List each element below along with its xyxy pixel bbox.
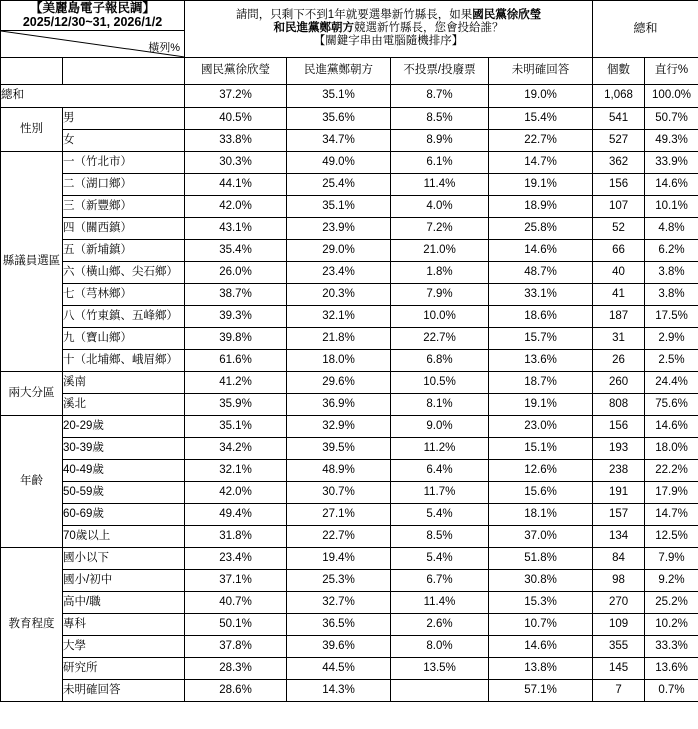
total-row-label: 總和: [1, 84, 185, 107]
cell-d4: 51.8%: [489, 547, 593, 569]
cell-count: 193: [593, 437, 645, 459]
cell-d1: 34.2%: [185, 437, 287, 459]
cell-d4: 13.8%: [489, 657, 593, 679]
row-label: 未明確回答: [63, 679, 185, 701]
cell-colpct: 33.9%: [645, 151, 698, 173]
cell-d3: 22.7%: [391, 327, 489, 349]
table-row: [1, 459, 698, 481]
cell-d3: 10.5%: [391, 371, 489, 393]
cell-d3: 11.4%: [391, 591, 489, 613]
cell-count: 84: [593, 547, 645, 569]
table-row: [1, 613, 698, 635]
cell-colpct: 17.9%: [645, 481, 698, 503]
row-label: 國小/初中: [63, 569, 185, 591]
table-row: [1, 151, 698, 173]
cell-d1: 28.6%: [185, 679, 287, 701]
cell-d4: 30.8%: [489, 569, 593, 591]
cell-d1: 39.3%: [185, 305, 287, 327]
cell-d1: 42.0%: [185, 195, 287, 217]
table-row: [1, 437, 698, 459]
col-header-d1: 國民黨徐欣瑩: [185, 57, 287, 84]
cell-count: 157: [593, 503, 645, 525]
cell-d4: 18.7%: [489, 371, 593, 393]
row-label: 高中/職: [63, 591, 185, 613]
cell-colpct: 25.2%: [645, 591, 698, 613]
table-row: [1, 415, 698, 437]
cell-d1: 32.1%: [185, 459, 287, 481]
row-label: 研究所: [63, 657, 185, 679]
row-label: 五（新埔鎮）: [63, 239, 185, 261]
table-row: [1, 129, 698, 151]
cell-d1: 33.8%: [185, 129, 287, 151]
row-label: 60-69歲: [63, 503, 185, 525]
cell-d2: 44.5%: [287, 657, 391, 679]
cell-d1: 40.5%: [185, 107, 287, 129]
cell-colpct: 9.2%: [645, 569, 698, 591]
group-label-age: 年齡: [1, 415, 63, 547]
cell-d2: 36.9%: [287, 393, 391, 415]
row-label: 八（竹東鎮、五峰鄉）: [63, 305, 185, 327]
cell-count: 270: [593, 591, 645, 613]
cell-d2: 48.9%: [287, 459, 391, 481]
cell-count: 98: [593, 569, 645, 591]
cell-d2: 29.0%: [287, 239, 391, 261]
cell-colpct: 12.5%: [645, 525, 698, 547]
cell-d2: 14.3%: [287, 679, 391, 701]
cell-d2: 22.7%: [287, 525, 391, 547]
cell-d3: 7.9%: [391, 283, 489, 305]
question-keyword-kmt: 國民黨徐欣瑩: [472, 9, 542, 22]
cell-d4: 19.1%: [489, 173, 593, 195]
row-label: 20-29歲: [63, 415, 185, 437]
row-label: 四（關西鎮）: [63, 217, 185, 239]
cell-d2: 27.1%: [287, 503, 391, 525]
cell-count: 40: [593, 261, 645, 283]
cell-colpct: 14.7%: [645, 503, 698, 525]
table-row: [1, 239, 698, 261]
table-row: [1, 635, 698, 657]
cell-d3: 5.4%: [391, 503, 489, 525]
row-label: 男: [63, 107, 185, 129]
table-row: [1, 503, 698, 525]
cell-d1: 39.8%: [185, 327, 287, 349]
cell-d3: 7.2%: [391, 217, 489, 239]
table-row: [1, 569, 698, 591]
table-row: [1, 481, 698, 503]
cell-colpct: 33.3%: [645, 635, 698, 657]
cell-colpct: 10.2%: [645, 613, 698, 635]
table-row: [1, 679, 698, 701]
cell-d1: 41.2%: [185, 371, 287, 393]
cell-d4: 19.1%: [489, 393, 593, 415]
cell-d1: 42.0%: [185, 481, 287, 503]
cell-count: 52: [593, 217, 645, 239]
cell-colpct: 10.1%: [645, 195, 698, 217]
cell-colpct: 2.5%: [645, 349, 698, 371]
group-label-district: 縣議員選區: [1, 151, 63, 371]
cell-count: 260: [593, 371, 645, 393]
total-row-d3: 8.7%: [391, 84, 489, 107]
cell-d3: 13.5%: [391, 657, 489, 679]
cell-count: 362: [593, 151, 645, 173]
cell-d2: 32.7%: [287, 591, 391, 613]
cell-colpct: 2.9%: [645, 327, 698, 349]
cell-count: 109: [593, 613, 645, 635]
cell-d4: 12.6%: [489, 459, 593, 481]
table-row: [1, 547, 698, 569]
cell-d1: 50.1%: [185, 613, 287, 635]
cell-d3: 6.7%: [391, 569, 489, 591]
cell-d1: 37.8%: [185, 635, 287, 657]
cell-d4: 14.7%: [489, 151, 593, 173]
table-row: [1, 283, 698, 305]
total-row-d2: 35.1%: [287, 84, 391, 107]
cell-d1: 35.4%: [185, 239, 287, 261]
header-row-columns: [1, 57, 698, 84]
question-keyword-dpp: 和民進黨鄭朝方: [273, 22, 355, 35]
cell-d4: 13.6%: [489, 349, 593, 371]
cell-colpct: 0.7%: [645, 679, 698, 701]
col-header-colpct: 直行%: [645, 57, 698, 84]
cell-count: 541: [593, 107, 645, 129]
group-label-education: 教育程度: [1, 547, 63, 701]
cell-d1: 61.6%: [185, 349, 287, 371]
cell-d1: 28.3%: [185, 657, 287, 679]
row-label: 70歲以上: [63, 525, 185, 547]
question-note: 【關鍵字串由電腦隨機排序】: [313, 35, 464, 48]
cell-d4: 57.1%: [489, 679, 593, 701]
cell-count: 238: [593, 459, 645, 481]
row-label: 女: [63, 129, 185, 151]
cell-d3: 6.8%: [391, 349, 489, 371]
row-label: 六（橫山鄉、尖石鄉）: [63, 261, 185, 283]
cell-d3: 10.0%: [391, 305, 489, 327]
cell-d1: 23.4%: [185, 547, 287, 569]
table-row: [1, 349, 698, 371]
cell-count: 107: [593, 195, 645, 217]
cell-colpct: 24.4%: [645, 371, 698, 393]
cell-d4: 15.3%: [489, 591, 593, 613]
question-line-1: 請問，只剩下不到1年就要選舉新竹縣長，如果國民黨徐欣瑩: [235, 9, 542, 22]
row-label: 三（新豐鄉）: [63, 195, 185, 217]
table-row: [1, 525, 698, 547]
cell-d3: 11.7%: [391, 481, 489, 503]
cell-d4: 18.9%: [489, 195, 593, 217]
row-label: 七（芎林鄉）: [63, 283, 185, 305]
table-row: [1, 261, 698, 283]
cell-d2: 20.3%: [287, 283, 391, 305]
col-header-blank-group: [1, 57, 63, 84]
cell-d4: 37.0%: [489, 525, 593, 547]
cell-d3: 8.9%: [391, 129, 489, 151]
cell-d2: 32.9%: [287, 415, 391, 437]
rowpct-corner-cell: [1, 30, 185, 57]
cell-d2: 49.0%: [287, 151, 391, 173]
cell-d3: 11.4%: [391, 173, 489, 195]
cell-d4: 15.6%: [489, 481, 593, 503]
cell-d2: 32.1%: [287, 305, 391, 327]
table-row: [1, 327, 698, 349]
cell-d4: 23.0%: [489, 415, 593, 437]
report-title: 【美麗島電子報民調】: [29, 1, 155, 15]
row-label: 溪南: [63, 371, 185, 393]
table-row: [1, 371, 698, 393]
cell-d3: 2.6%: [391, 613, 489, 635]
cell-d3: 6.1%: [391, 151, 489, 173]
cell-d1: 30.3%: [185, 151, 287, 173]
rowpct-label: 橫列%: [148, 42, 180, 55]
cell-d2: 25.4%: [287, 173, 391, 195]
cell-count: 134: [593, 525, 645, 547]
col-header-d2: 民進黨鄭朝方: [287, 57, 391, 84]
cell-count: 527: [593, 129, 645, 151]
cell-d2: 18.0%: [287, 349, 391, 371]
col-header-count: 個數: [593, 57, 645, 84]
cell-d1: 26.0%: [185, 261, 287, 283]
table-row: [1, 107, 698, 129]
cell-count: 41: [593, 283, 645, 305]
table-row: [1, 173, 698, 195]
total-row-d1: 37.2%: [185, 84, 287, 107]
cell-count: 7: [593, 679, 645, 701]
cell-count: 355: [593, 635, 645, 657]
cell-d4: 14.6%: [489, 635, 593, 657]
cell-count: 191: [593, 481, 645, 503]
cell-d2: 39.5%: [287, 437, 391, 459]
cell-d4: 15.1%: [489, 437, 593, 459]
cell-d3: 11.2%: [391, 437, 489, 459]
cell-d3: 1.8%: [391, 261, 489, 283]
total-column-header: 總和: [593, 1, 698, 58]
cell-colpct: 3.8%: [645, 283, 698, 305]
table-row: [1, 217, 698, 239]
cell-d4: 18.1%: [489, 503, 593, 525]
row-label: 50-59歲: [63, 481, 185, 503]
cell-d2: 23.4%: [287, 261, 391, 283]
col-header-d4: 未明確回答: [489, 57, 593, 84]
cell-count: 31: [593, 327, 645, 349]
table-row: [1, 393, 698, 415]
cell-d2: 35.6%: [287, 107, 391, 129]
cell-d4: 10.7%: [489, 613, 593, 635]
group-label-region: 兩大分區: [1, 371, 63, 415]
report-date-range: 2025/12/30~31, 2026/1/2: [22, 15, 163, 30]
cell-count: 187: [593, 305, 645, 327]
cell-colpct: 6.2%: [645, 239, 698, 261]
row-label: 十（北埔鄉、峨眉鄉）: [63, 349, 185, 371]
cell-d2: 21.8%: [287, 327, 391, 349]
cell-d2: 36.5%: [287, 613, 391, 635]
cell-colpct: 22.2%: [645, 459, 698, 481]
cell-colpct: 17.5%: [645, 305, 698, 327]
cell-d1: 38.7%: [185, 283, 287, 305]
cell-d2: 35.1%: [287, 195, 391, 217]
cell-d4: 18.6%: [489, 305, 593, 327]
cell-count: 145: [593, 657, 645, 679]
row-label: 一（竹北市）: [63, 151, 185, 173]
cell-colpct: 13.6%: [645, 657, 698, 679]
question-cell: [185, 1, 593, 58]
total-row-colpct: 100.0%: [645, 84, 698, 107]
cell-d2: 25.3%: [287, 569, 391, 591]
col-header-blank-label: [63, 57, 185, 84]
cell-d1: 35.9%: [185, 393, 287, 415]
cell-colpct: 14.6%: [645, 415, 698, 437]
row-label: 九（寶山鄉）: [63, 327, 185, 349]
cell-d4: 15.7%: [489, 327, 593, 349]
cell-d2: 23.9%: [287, 217, 391, 239]
question-line-2: 和民進黨鄭朝方競選新竹縣長，您會投給誰？: [273, 22, 504, 35]
table-row-total: [1, 84, 698, 107]
row-label: 30-39歲: [63, 437, 185, 459]
table-row: [1, 195, 698, 217]
cell-d2: 34.7%: [287, 129, 391, 151]
cell-d1: 37.1%: [185, 569, 287, 591]
cell-d1: 43.1%: [185, 217, 287, 239]
cell-d4: 22.7%: [489, 129, 593, 151]
table-row: [1, 591, 698, 613]
cell-d1: 31.8%: [185, 525, 287, 547]
cell-count: 156: [593, 415, 645, 437]
cell-colpct: 4.8%: [645, 217, 698, 239]
cell-colpct: 18.0%: [645, 437, 698, 459]
total-row-d4: 19.0%: [489, 84, 593, 107]
cell-d3: 8.0%: [391, 635, 489, 657]
row-label: 40-49歲: [63, 459, 185, 481]
cell-colpct: 3.8%: [645, 261, 698, 283]
cell-d1: 40.7%: [185, 591, 287, 613]
col-header-d3: 不投票/投廢票: [391, 57, 489, 84]
cell-d1: 35.1%: [185, 415, 287, 437]
group-label-gender: 性別: [1, 107, 63, 151]
cell-colpct: 75.6%: [645, 393, 698, 415]
cell-count: 26: [593, 349, 645, 371]
row-label: 國小以下: [63, 547, 185, 569]
cell-d4: 25.8%: [489, 217, 593, 239]
cell-d4: 48.7%: [489, 261, 593, 283]
cell-d3: 5.4%: [391, 547, 489, 569]
cell-d3: 8.5%: [391, 525, 489, 547]
cell-count: 156: [593, 173, 645, 195]
cell-colpct: 50.7%: [645, 107, 698, 129]
cell-d3: 8.5%: [391, 107, 489, 129]
row-label: 專科: [63, 613, 185, 635]
cell-count: 808: [593, 393, 645, 415]
header-row-title: [1, 1, 698, 31]
cell-d3: 9.0%: [391, 415, 489, 437]
poll-table-body: [1, 1, 698, 702]
table-row: [1, 305, 698, 327]
cell-d2: 39.6%: [287, 635, 391, 657]
cell-colpct: 7.9%: [645, 547, 698, 569]
cell-d2: 30.7%: [287, 481, 391, 503]
cell-d3: 4.0%: [391, 195, 489, 217]
cell-d4: 15.4%: [489, 107, 593, 129]
cell-d4: 14.6%: [489, 239, 593, 261]
table-row: [1, 657, 698, 679]
cell-d4: 33.1%: [489, 283, 593, 305]
cell-d2: 19.4%: [287, 547, 391, 569]
cell-colpct: 49.3%: [645, 129, 698, 151]
cell-d3: 21.0%: [391, 239, 489, 261]
cell-d3: 8.1%: [391, 393, 489, 415]
cell-d2: 29.6%: [287, 371, 391, 393]
report-title-cell: [1, 1, 185, 31]
row-label: 溪北: [63, 393, 185, 415]
cell-count: 66: [593, 239, 645, 261]
cell-d1: 49.4%: [185, 503, 287, 525]
cell-colpct: 14.6%: [645, 173, 698, 195]
cell-d3: [391, 679, 489, 701]
cell-d3: 6.4%: [391, 459, 489, 481]
total-row-count: 1,068: [593, 84, 645, 107]
row-label: 二（湖口鄉）: [63, 173, 185, 195]
cell-d1: 44.1%: [185, 173, 287, 195]
row-label: 大學: [63, 635, 185, 657]
